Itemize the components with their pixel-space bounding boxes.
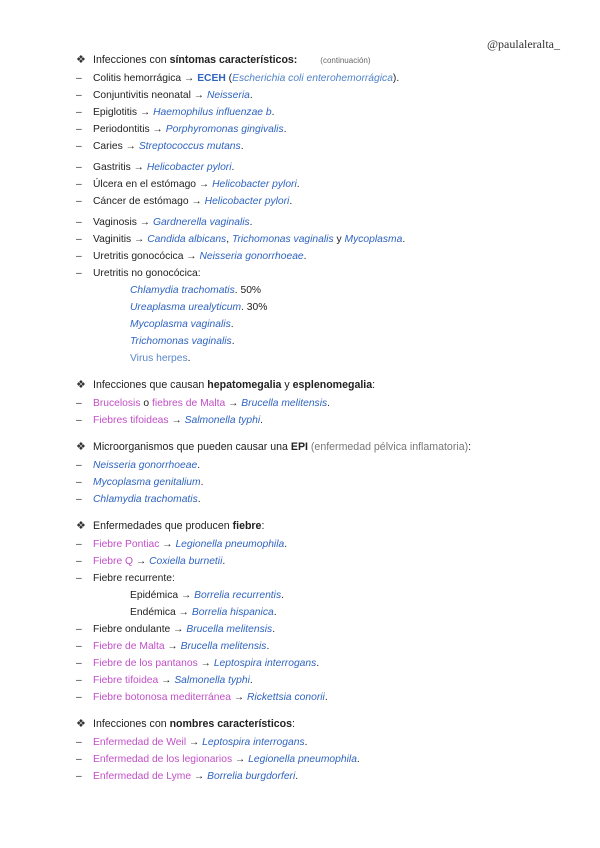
diamond-bullet-icon: ❖	[76, 441, 86, 453]
sub-item: Chlamydia trachomatis. 50%	[130, 285, 262, 296]
list-item: – Uretritis no gonocócica:	[76, 268, 201, 279]
list-item: – Conjuntivitis neonatal → Neisseria.	[76, 90, 253, 101]
list-item: – Fiebre ondulante → Brucella melitensis.	[76, 624, 276, 635]
continuation-note: (continuación)	[320, 56, 371, 65]
section-heading-sintomas: ❖ Infecciones con síntomas característicos: (continuación)	[76, 52, 556, 69]
section-heading-epi: ❖ Microorganismos que pueden causar una EPI (enfermedad pélvica inflamatoria):	[76, 439, 556, 456]
list-item: – Epiglotitis → Haemophilus influenzae b.	[76, 107, 275, 118]
sub-item: Mycoplasma vaginalis.	[130, 319, 234, 330]
sub-item: Endémica → Borrelia hispanica.	[130, 607, 277, 618]
list-item: – Periodontitis → Porphyromonas gingivalis.	[76, 124, 287, 135]
section-heading-hepatomegalia: ❖ Infecciones que causan hepatomegalia y esplenomegalia:	[76, 377, 556, 394]
list-item: – Enfermedad de los legionarios → Legionella pneumophila.	[76, 754, 360, 765]
sub-item: Ureaplasma urealyticum. 30%	[130, 302, 268, 313]
list-item: – Cáncer de estómago → Helicobacter pylori.	[76, 196, 293, 207]
list-item: – Uretritis gonocócica → Neisseria gonorrhoeae.	[76, 251, 307, 262]
list-item: – Vaginosis → Gardnerella vaginalis.	[76, 217, 253, 228]
diamond-bullet-icon: ❖	[76, 520, 86, 532]
section-heading-fiebre: ❖ Enfermedades que producen fiebre:	[76, 518, 556, 535]
diamond-bullet-icon: ❖	[76, 379, 86, 391]
sub-item: Epidémica → Borrelia recurrentis.	[130, 590, 284, 601]
list-item: – Fiebre de Malta → Brucella melitensis.	[76, 641, 270, 652]
list-item: – Caries → Streptococcus mutans.	[76, 141, 244, 152]
notes-page	[76, 52, 556, 785]
diamond-bullet-icon: ❖	[76, 54, 86, 66]
section-heading-nombres: ❖ Infecciones con nombres característicos:	[76, 716, 556, 733]
list-item: – Colitis hemorrágica → ECEH (Escherichia coli enterohemorrágica).	[76, 73, 400, 84]
list-item: – Enfermedad de Weil → Leptospira interrogans.	[76, 737, 308, 748]
list-item: – Fiebre tifoidea → Salmonella typhi.	[76, 675, 253, 686]
list-item: – Brucelosis o fiebres de Malta → Brucella melitensis.	[76, 398, 331, 409]
list-item: – Fiebre Q → Coxiella burnetii.	[76, 556, 226, 567]
list-item: – Enfermedad de Lyme → Borrelia burgdorferi.	[76, 771, 299, 782]
list-item: – Neisseria gonorrhoeae.	[76, 460, 201, 471]
list-item: – Úlcera en el estómago → Helicobacter pylori.	[76, 179, 300, 190]
list-item: – Fiebre Pontiac → Legionella pneumophila.	[76, 539, 288, 550]
diamond-bullet-icon: ❖	[76, 718, 86, 730]
list-item: – Fiebre de los pantanos → Leptospira interrogans.	[76, 658, 320, 669]
sub-item: Virus herpes.	[130, 353, 191, 364]
list-item: – Gastritis → Helicobacter pylori.	[76, 162, 235, 173]
list-item: – Fiebre botonosa mediterránea → Rickettsia conorii.	[76, 692, 328, 703]
list-item: – Fiebre recurrente:	[76, 573, 175, 584]
author-handle: @paulaleralta_	[486, 37, 560, 51]
list-item: – Chlamydia trachomatis.	[76, 494, 201, 505]
list-item: – Vaginitis → Candida albicans, Trichomonas vaginalis y Mycoplasma.	[76, 234, 406, 245]
list-item: – Mycoplasma genitalium.	[76, 477, 204, 488]
sub-item: Trichomonas vaginalis.	[130, 336, 235, 347]
list-item: – Fiebres tifoideas → Salmonella typhi.	[76, 415, 264, 426]
